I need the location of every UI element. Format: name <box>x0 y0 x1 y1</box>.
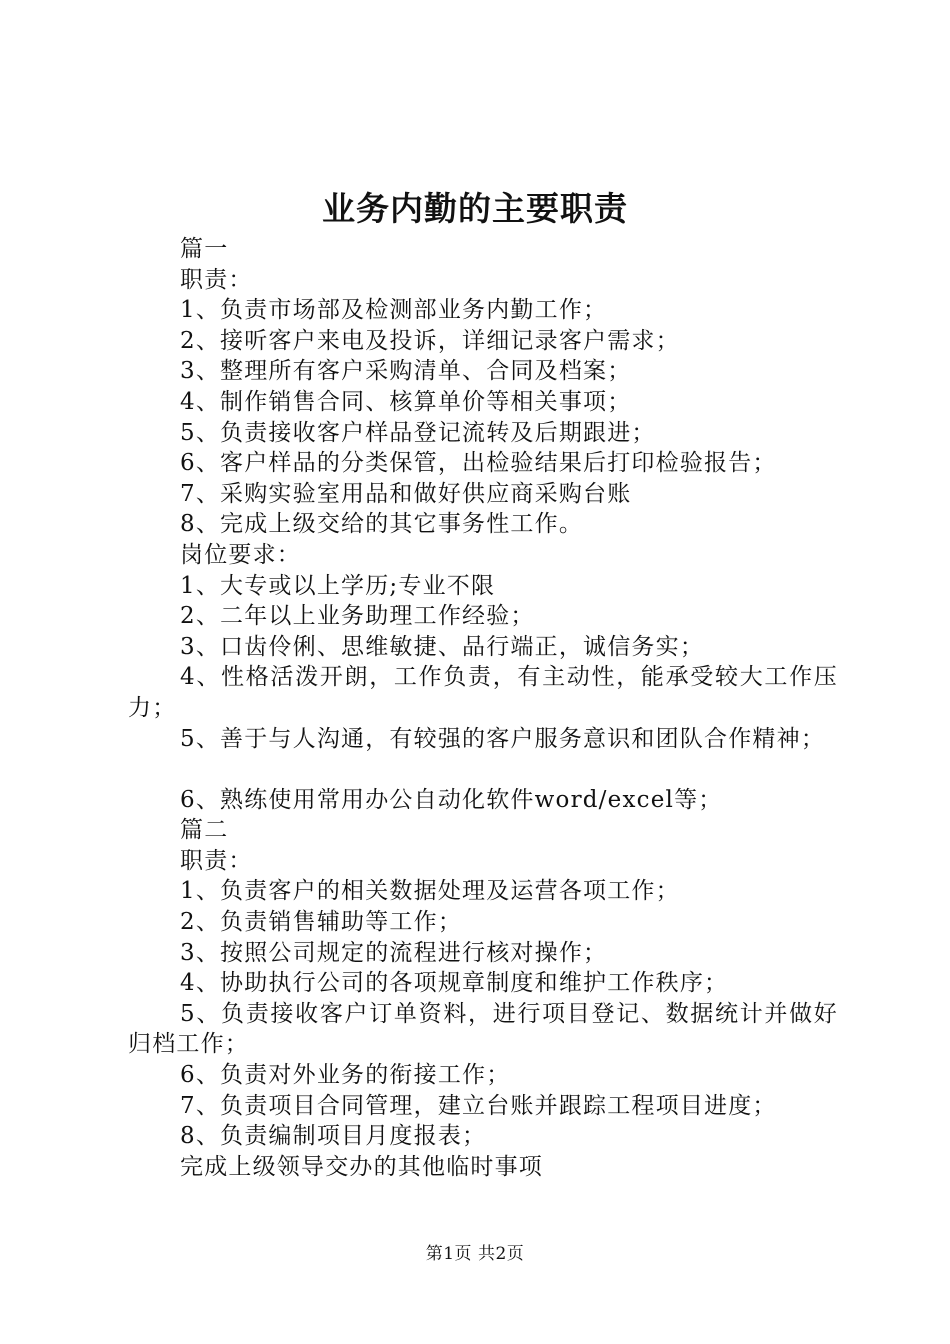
duty-item: 5、负责接收客户样品登记流转及后期跟进； <box>180 419 656 446</box>
duty-item: 1、负责市场部及检测部业务内勤工作； <box>180 297 608 324</box>
subheading-duties: 职责： <box>180 266 253 293</box>
duty-item: 5、负责接收客户订单资料，进行项目登记、数据统计并做好归档工作； <box>128 1000 838 1058</box>
duty-item: 4、制作销售合同、核算单价等相关事项； <box>180 388 632 415</box>
requirement-item: 3、口齿伶俐、思维敏捷、品行端正，诚信务实； <box>180 633 705 660</box>
duty-item: 7、采购实验室用品和做好供应商采购台账 <box>180 480 632 507</box>
subheading-duties: 职责： <box>180 847 253 874</box>
document-body <box>128 234 838 1182</box>
requirement-item: 4、性格活泼开朗，工作负责，有主动性，能承受较大工作压力； <box>128 664 838 721</box>
duty-item: 7、负责项目合同管理，建立台账并跟踪工程项目进度； <box>180 1092 777 1119</box>
duty-item: 4、协助执行公司的各项规章制度和维护工作秩序； <box>180 970 729 997</box>
blank-line <box>128 754 838 785</box>
duty-item: 6、客户样品的分类保管，出检验结果后打印检验报告； <box>180 450 777 477</box>
section-heading-part-one: 篇一 <box>180 236 229 262</box>
requirement-item: 6、熟练使用常用办公自动化软件word/excel等； <box>180 786 723 813</box>
subheading-requirements: 岗位要求： <box>180 541 301 568</box>
duty-item: 8、负责编制项目月度报表； <box>180 1123 487 1150</box>
closing-item: 完成上级领导交办的其他临时事项 <box>180 1153 543 1180</box>
duty-item: 3、按照公司规定的流程进行核对操作； <box>180 939 608 966</box>
requirement-item: 1、大专或以上学历;专业不限 <box>180 572 496 599</box>
duty-item: 6、负责对外业务的衔接工作； <box>180 1062 511 1089</box>
page-footer: 第1页 共2页 <box>425 1244 525 1264</box>
document-title: 业务内勤的主要职责 <box>322 189 628 228</box>
duty-item: 1、负责客户的相关数据处理及运营各项工作； <box>180 878 680 905</box>
requirement-item: 5、善于与人沟通，有较强的客户服务意识和团队合作精神； <box>180 725 826 752</box>
section-heading-part-two: 篇二 <box>180 817 229 844</box>
requirement-item: 2、二年以上业务助理工作经验； <box>180 603 535 630</box>
duty-item: 8、完成上级交给的其它事务性工作。 <box>180 511 584 538</box>
duty-item: 2、负责销售辅助等工作； <box>180 909 463 936</box>
duty-item: 3、整理所有客户采购清单、合同及档案； <box>180 358 632 385</box>
duty-item: 2、接听客户来电及投诉，详细记录客户需求； <box>180 327 680 354</box>
